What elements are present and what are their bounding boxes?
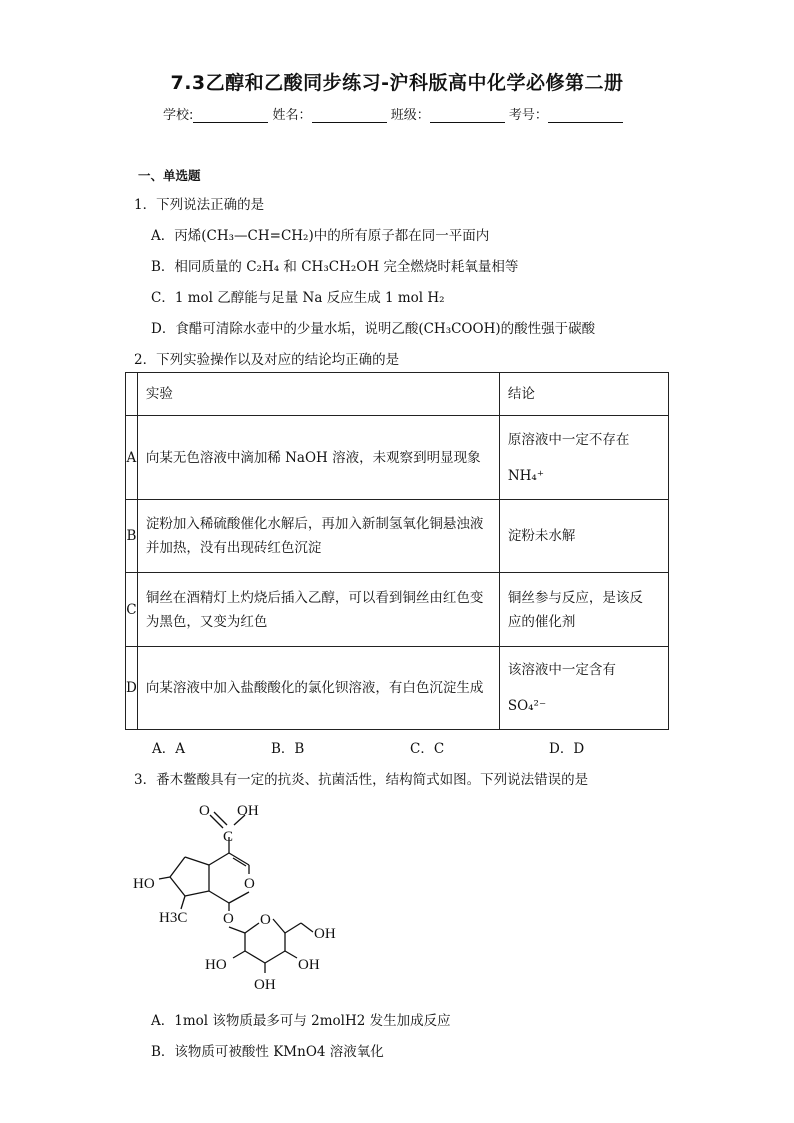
row-conclusion-formula: SO₄²⁻ bbox=[507, 698, 547, 714]
section-title: 一、单选题 bbox=[138, 168, 201, 183]
structure-label-h3c: H3C bbox=[159, 910, 188, 926]
row-experiment-line: 并加热，没有出现砖红色沉淀 bbox=[145, 540, 322, 556]
q2-answer-a[interactable]: A．A bbox=[152, 741, 185, 757]
structure-label-oh-ch2: OH bbox=[314, 926, 336, 942]
name-label: 姓名： bbox=[272, 108, 312, 123]
structure-label-oh-bottom: OH bbox=[254, 977, 276, 993]
q1-option-c[interactable]: C．1 mol 乙醇能与足量 Na 反应生成 1 mol H₂ bbox=[151, 290, 445, 306]
row-conclusion bbox=[499, 647, 668, 730]
structure-label-o-ring: O bbox=[244, 876, 255, 892]
structure-label-ho-left: HO bbox=[205, 957, 227, 973]
q3-option-b[interactable]: B．该物质可被酸性 KMnO4 溶液氧化 bbox=[151, 1044, 384, 1060]
row-experiment bbox=[137, 416, 499, 500]
row-conclusion-line: 应的催化剂 bbox=[507, 613, 576, 630]
student-info-line bbox=[163, 104, 623, 123]
table-row bbox=[126, 573, 669, 647]
row-conclusion-line: 铜丝参与反应，是该反 bbox=[507, 589, 643, 606]
table-row bbox=[126, 647, 669, 730]
q3-stem: 3．番木鳖酸具有一定的抗炎、抗菌活性，结构简式如图。下列说法错误的是 bbox=[134, 772, 589, 788]
exam-no-field[interactable] bbox=[548, 108, 623, 123]
school-label: 学校: bbox=[163, 108, 194, 123]
structural-formula bbox=[125, 795, 365, 995]
structure-label-o-link: O bbox=[223, 911, 234, 927]
table-header-blank bbox=[126, 373, 138, 416]
q1-stem: 1．下列说法正确的是 bbox=[134, 197, 265, 213]
row-experiment-line: 向某无色溶液中滴加稀 NaOH 溶液，未观察到明显现象 bbox=[145, 449, 481, 466]
table-header-experiment: 实验 bbox=[137, 373, 499, 416]
row-experiment-line: 向某溶液中加入盐酸酸化的氯化钡溶液，有白色沉淀生成 bbox=[145, 680, 484, 696]
row-conclusion bbox=[499, 573, 668, 647]
row-experiment bbox=[137, 647, 499, 730]
q2-answer-c[interactable]: C．C bbox=[410, 741, 445, 757]
row-conclusion-line: 原溶液中一定不存在 bbox=[507, 431, 630, 448]
experiment-table bbox=[125, 372, 669, 730]
row-experiment-line: 淀粉加入稀硫酸催化水解后，再加入新制氢氧化铜悬浊液 bbox=[145, 516, 484, 532]
q2-answer-d[interactable]: D．D bbox=[549, 741, 585, 757]
structure-label-c: C bbox=[223, 829, 234, 845]
table-header-conclusion: 结论 bbox=[499, 373, 668, 416]
class-field[interactable] bbox=[430, 108, 505, 123]
row-experiment bbox=[137, 500, 499, 573]
row-label: B bbox=[126, 500, 138, 573]
row-conclusion bbox=[499, 500, 668, 573]
row-experiment bbox=[137, 573, 499, 647]
row-label: C bbox=[126, 573, 138, 647]
row-conclusion-line: 淀粉未水解 bbox=[507, 528, 576, 544]
q1-option-b[interactable]: B．相同质量的 C₂H₄ 和 CH₃CH₂OH 完全燃烧时耗氧量相等 bbox=[151, 259, 519, 275]
name-field[interactable] bbox=[312, 108, 387, 123]
row-conclusion-line: 该溶液中一定含有 bbox=[507, 662, 616, 678]
exam-no-label: 考号： bbox=[508, 108, 548, 123]
row-conclusion-formula: NH₄⁺ bbox=[507, 467, 544, 484]
row-conclusion bbox=[499, 416, 668, 500]
page-title: 7.3乙醇和乙酸同步练习-沪科版高中化学必修第二册 bbox=[170, 72, 624, 94]
row-experiment-line: 铜丝在酒精灯上灼烧后插入乙醇，可以看到铜丝由红色变 bbox=[145, 589, 484, 606]
row-label: D bbox=[126, 647, 138, 730]
q3-option-a[interactable]: A．1mol 该物质最多可与 2molH2 发生加成反应 bbox=[151, 1013, 451, 1029]
structure-label-oh-right: OH bbox=[298, 957, 320, 973]
structure-bonds bbox=[159, 812, 313, 973]
q1-option-a[interactable]: A．丙烯(CH₃—CH=CH₂)中的所有原子都在同一平面内 bbox=[151, 228, 490, 244]
structure-label-oh-acid: OH bbox=[237, 803, 259, 819]
school-field[interactable] bbox=[193, 108, 268, 123]
class-label: 班级： bbox=[390, 108, 430, 123]
structure-label-o-sugar: O bbox=[260, 912, 271, 928]
table-row bbox=[126, 416, 669, 500]
q2-answer-b[interactable]: B．B bbox=[271, 741, 305, 757]
table-header-row bbox=[126, 373, 669, 416]
q2-stem: 2．下列实验操作以及对应的结论均正确的是 bbox=[134, 352, 400, 368]
q1-option-d[interactable]: D．食醋可清除水壶中的少量水垢，说明乙酸(CH₃COOH)的酸性强于碳酸 bbox=[151, 321, 596, 337]
structure-label-ho: HO bbox=[133, 876, 155, 892]
row-experiment-line: 为黑色，又变为红色 bbox=[145, 613, 268, 630]
structure-label-o-carbonyl: O bbox=[199, 803, 210, 819]
table-row bbox=[126, 500, 669, 573]
row-label: A bbox=[126, 416, 138, 500]
